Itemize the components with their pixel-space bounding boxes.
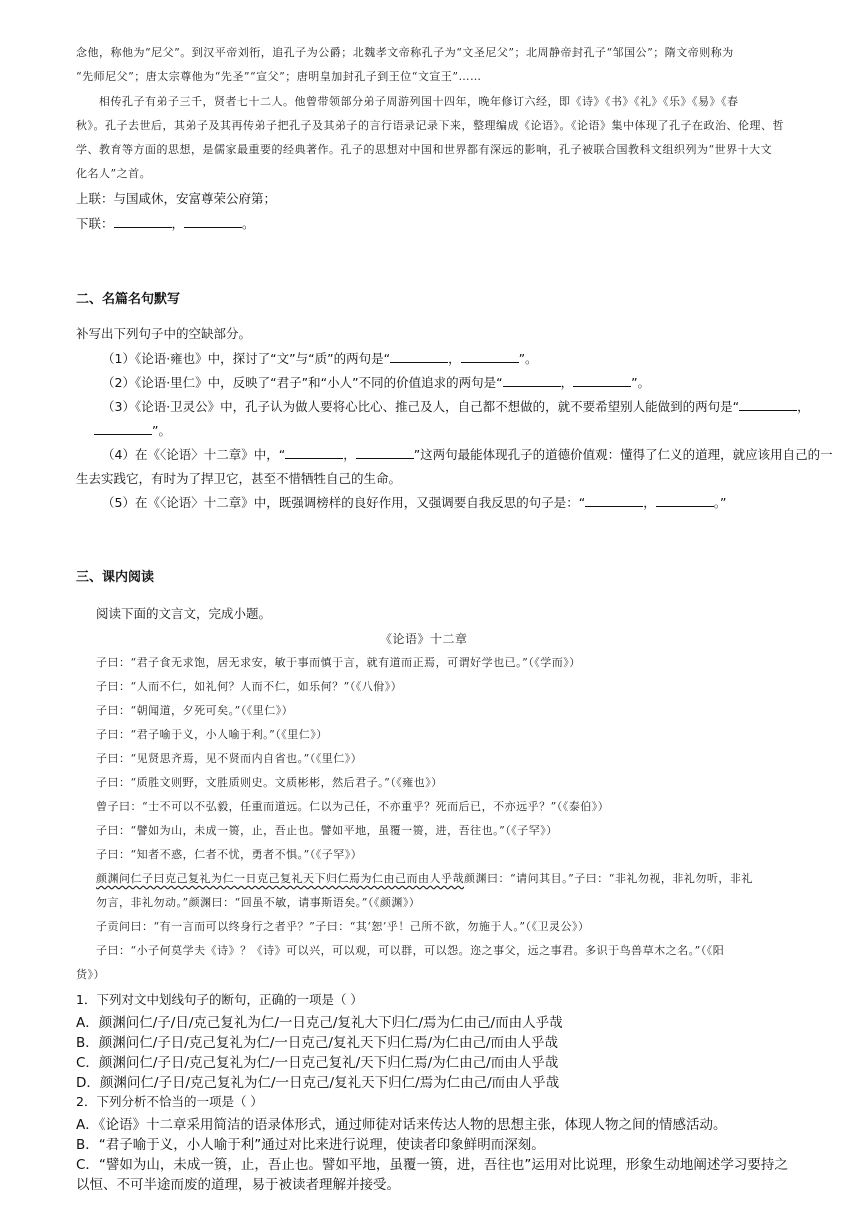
answer-blank[interactable] [573, 375, 631, 387]
section-heading: 三、课内阅读 [76, 570, 155, 585]
passage-line: 子贡问曰：“有一言而可以终身行之者乎？”子曰：“其‘恕’乎！己所不欲，勿施于人。”（《卫灵公》） [96, 920, 590, 933]
end-punct: 。 [242, 216, 255, 231]
question-3-cont: ”。 [94, 421, 171, 439]
option-c[interactable]: C．颜渊问仁/子日/克己复礼为仁/一日克己复礼/天下归仁焉/为仁由己/而由人乎哉 [76, 1055, 559, 1071]
passage-line: 货》） [76, 968, 105, 981]
passage-line: 子曰：“见贤思齐焉，见不贤而内自省也。”（《里仁》） [96, 752, 363, 765]
option-d[interactable]: D．颜渊问仁/子日/克己复礼为仁/一日克己/复礼天下归仁/焉为仁由己/而由人乎哉 [76, 1075, 560, 1091]
intro-line: 相传孔子有弟子三千，贤者七十二人。他曾带领部分弟子周游列国十四年，晚年修订六经，即《诗》《书》《礼》《乐》《易》《春 [76, 95, 739, 108]
answer-blank[interactable] [114, 216, 172, 228]
passage-line-yanyuan: 颜渊问仁子曰克己复礼为仁一日克己复礼天下归仁焉为仁由己而由人乎哉颜渊曰：“请问其目。”子曰：“非礼勿视，非礼勿听，非礼 [96, 872, 753, 885]
question-5: （5）在《〈论语〉十二章》中，既强调榜样的良好作用，又强调要自我反思的句子是：“ ， 。” [102, 495, 727, 510]
answer-blank[interactable] [656, 495, 714, 507]
answer-blank[interactable] [390, 351, 448, 363]
couplet-lower [76, 214, 255, 232]
intro-line: 学、教育等方面的思想，是儒家最重要的经典著作。孔子的思想对中国和世界都有深远的影响，孔子被联合国教科文组织列为“世界十大文 [76, 143, 773, 156]
answer-blank[interactable] [503, 375, 561, 387]
passage-line: 子曰：“譬如为山，未成一篑，止，吾止也。譬如平地，虽覆一篑，进，吾往也。”（《子罕》） [96, 824, 558, 837]
passage-line: 子曰：“朝闻道，夕死可矣。”（《里仁》） [96, 704, 294, 717]
passage-line: 子曰：“小子何莫学夫《诗》？《诗》可以兴，可以观，可以群，可以怨。迩之事父，远之事君。多识于鸟兽草木之名。”（《阳 [96, 944, 725, 957]
answer-blank[interactable] [461, 351, 519, 363]
question-4: （4）在《〈论语〉十二章》中，“ ， ”这两句最能体现孔子的道德价值观：懂得了仁义的道理，就应该用自己的一 [102, 447, 833, 462]
question-3: （3）《论语·卫灵公》中，孔子认为做人要将心比心、推己及人，自己都不想做的，就不要希望别人能做到的两句是“ ， [102, 399, 810, 414]
option-a[interactable]: A．《论语》十二章采用简洁的语录体形式，通过师徒对话来传达人物的思想主张，体现人物之间的情感活动。 [76, 1117, 727, 1133]
passage-title: 《论语》十二章 [380, 632, 468, 646]
passage-line: 子曰：“君子食无求饱，居无求安，敏于事而慎于言，就有道而正焉，可谓好学也已。”（《学而》） [96, 656, 581, 669]
section-instruction: 阅读下面的文言文，完成小题。 [96, 606, 272, 621]
option-b[interactable]: B．颜渊问仁/子日/克己复礼为仁/一日克己/复礼天下归仁焉/为仁由己/而由人乎哉 [76, 1035, 559, 1051]
option-c-cont: 以恒、不可半途而废的道理，易于被读者理解并接受。 [76, 1177, 400, 1193]
question-4-cont: 生去实践它，有时为了捍卫它，甚至不惜牺牲自己的生命。 [76, 471, 402, 486]
option-b[interactable]: B．“君子喻于义，小人喻于利”通过对比来进行说理，使读者印象鲜明而深刻。 [76, 1137, 545, 1153]
intro-line: 念他，称他为“尼父”。到汉平帝刘衎，追孔子为公爵；北魏孝文帝称孔子为“文圣尼父”；北周静帝封孔子“邹国公”；隋文帝则称为 [76, 46, 734, 59]
answer-blank[interactable] [739, 399, 797, 411]
question-2: （2）《论语·里仁》中，反映了“君子”和“小人”不同的价值追求的两句是“ ， ”。 [102, 375, 651, 390]
section-instruction: 补写出下列句子中的空缺部分。 [76, 326, 252, 341]
intro-line: 秋》。孔子去世后，其弟子及其再传弟子把孔子及其弟子的言行语录记录下来，整理编成《论语》。《论语》集中体现了孔子在政治、伦理、哲 [76, 119, 784, 132]
intro-line: “先师尼父”；唐太宗尊他为“先圣”“宣父”；唐明皇加封孔子到王位“文宣王”…… [76, 70, 482, 83]
passage-line: 曾子曰：“士不可以不弘毅，任重而道远。仁以为己任，不亦重乎？死而后已，不亦远乎？”（《泰伯》） [96, 800, 610, 813]
option-a[interactable]: A．颜渊问仁/子/日/克己复礼为仁/一日克己/复礼大下归仁/焉为仁由己/而由人乎哉 [76, 1015, 563, 1031]
passage-line: 子曰：“君子喻于义，小人喻于利。”（《里仁》） [96, 728, 328, 741]
couplet-upper: 上联：与国咸休，安富尊荣公府第； [76, 191, 277, 206]
couplet-lower-label: 下联： [76, 216, 114, 231]
answer-blank[interactable] [94, 423, 152, 435]
option-c[interactable]: C．“譬如为山，未成一篑，止，吾止也。譬如平地，虽覆一篑，进，吾往也”运用对比说理，形象生动地阐述学习要持之 [76, 1157, 788, 1173]
question-stem: 2．下列分析不恰当的一项是（ ） [76, 1094, 263, 1109]
section-heading: 二、名篇名句默写 [76, 292, 181, 307]
answer-blank[interactable] [285, 447, 343, 459]
intro-line: 化名人”之首。 [76, 167, 152, 180]
question-1: （1）《论语·雍也》中，探讨了“文”与“质”的两句是“ ， ”。 [102, 351, 538, 366]
answer-blank[interactable] [356, 447, 414, 459]
passage-line: 勿言，非礼勿动。”颜渊曰：“回虽不敏，请事斯语矣。”（《颜渊》） [96, 896, 421, 909]
passage-line: 子曰：“知者不惑，仁者不忧，勇者不惧。”（《子罕》） [96, 848, 363, 861]
answer-blank[interactable] [585, 495, 643, 507]
answer-blank[interactable] [184, 216, 242, 228]
underlined-sentence: 颜渊问仁子曰克己复礼为仁一日克己复礼天下归仁焉为仁由己而由人乎哉 [96, 872, 464, 885]
passage-line: 子曰：“人而不仁，如礼何？人而不仁，如乐何？”（《八佾》） [96, 680, 403, 693]
question-stem: 1．下列对文中划线句子的断句，正确的一项是（ ） [76, 992, 363, 1007]
separator: ， [171, 216, 185, 231]
passage-line: 子曰：“质胜文则野，文胜质则史。文质彬彬，然后君子。”（《雍也》） [96, 776, 443, 789]
